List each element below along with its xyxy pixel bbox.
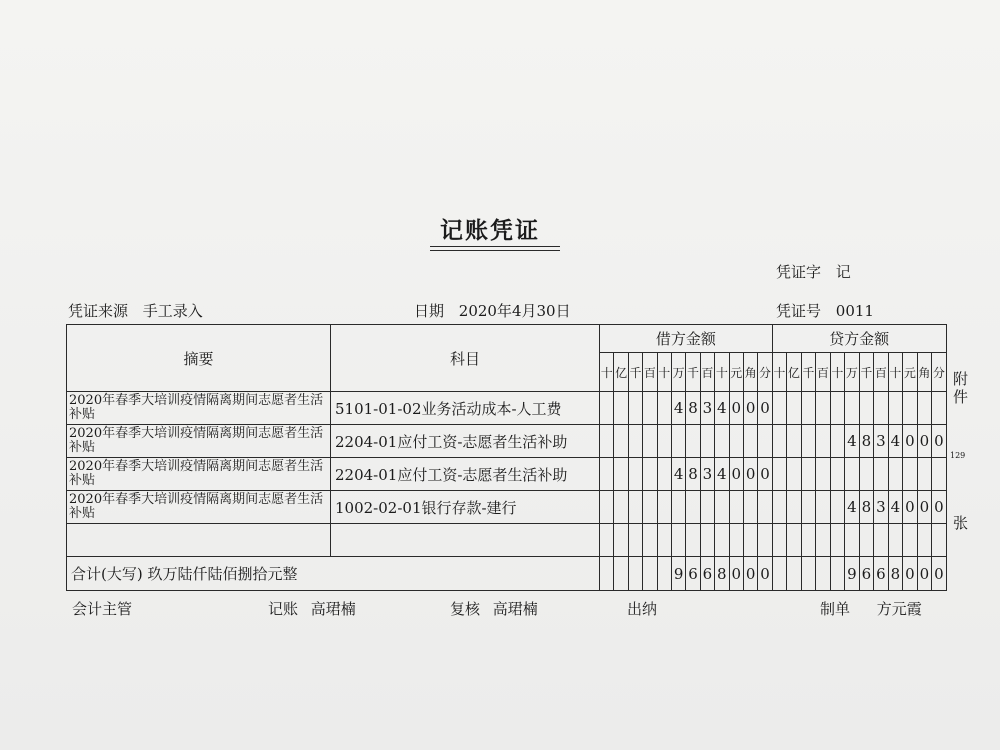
credit-digit <box>845 458 860 491</box>
credit-digit <box>888 524 903 557</box>
debit-digit <box>614 491 628 524</box>
credit-digit <box>874 458 889 491</box>
row-summary: 2020年春季大培训疫情隔离期间志愿者生活补贴 <box>67 392 331 425</box>
voucher-table <box>66 324 947 591</box>
credit-digit-header: 千 <box>801 353 816 392</box>
credit-digit <box>859 392 874 425</box>
total-credit-digit: 0 <box>903 557 918 591</box>
debit-digit-header: 元 <box>729 353 743 392</box>
date-label: 日期 <box>414 302 445 320</box>
debit-digit <box>614 425 628 458</box>
table-row <box>67 491 947 524</box>
total-row <box>67 557 947 591</box>
debit-digit: 0 <box>743 458 757 491</box>
total-debit-digit <box>643 557 657 591</box>
debit-digit <box>643 425 657 458</box>
credit-digit <box>772 491 787 524</box>
debit-digit <box>700 524 714 557</box>
cashier: 出纳 <box>627 600 658 618</box>
debit-digit: 4 <box>671 392 685 425</box>
credit-digit <box>830 458 845 491</box>
debit-digit: 0 <box>758 458 772 491</box>
total-credit-digit: 9 <box>845 557 860 591</box>
debit-digit-header: 十 <box>715 353 729 392</box>
debit-digit <box>628 458 642 491</box>
credit-digit <box>816 425 831 458</box>
total-credit-digit: 6 <box>874 557 889 591</box>
credit-digit-header: 千 <box>859 353 874 392</box>
debit-digit <box>729 425 743 458</box>
credit-digit <box>787 491 802 524</box>
credit-digit <box>816 458 831 491</box>
credit-digit <box>816 524 831 557</box>
debit-digit <box>657 425 671 458</box>
voucher-word-value: 记 <box>835 263 851 281</box>
credit-digit-header: 十 <box>888 353 903 392</box>
credit-digit <box>859 458 874 491</box>
total-credit-digit <box>787 557 802 591</box>
credit-digit-header: 亿 <box>787 353 802 392</box>
total-credit-digit: 0 <box>917 557 932 591</box>
credit-digit: 4 <box>888 491 903 524</box>
credit-digit: 4 <box>845 425 860 458</box>
credit-digit-header: 百 <box>874 353 889 392</box>
row-summary: 2020年春季大培训疫情隔离期间志愿者生活补贴 <box>67 425 331 458</box>
credit-digit <box>801 458 816 491</box>
total-credit-digit: 8 <box>888 557 903 591</box>
credit-digit: 0 <box>932 425 947 458</box>
bookkeeper-label: 记账 <box>268 600 299 618</box>
credit-digit <box>772 458 787 491</box>
debit-digit-header: 角 <box>743 353 757 392</box>
voucher-title: 记账凭证 <box>440 218 540 244</box>
total-debit-digit <box>657 557 671 591</box>
debit-digit <box>686 491 700 524</box>
debit-digit: 3 <box>700 458 714 491</box>
debit-digit <box>729 491 743 524</box>
credit-digit-header: 元 <box>903 353 918 392</box>
debit-digit: 8 <box>686 458 700 491</box>
debit-digit: 3 <box>700 392 714 425</box>
debit-digit <box>600 491 614 524</box>
total-debit-digit <box>628 557 642 591</box>
debit-digit: 4 <box>671 458 685 491</box>
debit-digit <box>671 425 685 458</box>
debit-digit <box>600 458 614 491</box>
debit-digit <box>600 524 614 557</box>
credit-digit-header: 万 <box>845 353 860 392</box>
debit-digit <box>628 524 642 557</box>
debit-digit <box>671 491 685 524</box>
voucher-date <box>414 300 571 321</box>
credit-digit <box>816 491 831 524</box>
credit-digit: 0 <box>903 491 918 524</box>
debit-digit: 0 <box>729 392 743 425</box>
debit-digit <box>643 491 657 524</box>
bookkeeper-name: 高珺楠 <box>310 600 356 618</box>
debit-digit <box>657 458 671 491</box>
credit-digit <box>874 524 889 557</box>
total-debit-digit <box>600 557 614 591</box>
debit-digit <box>715 425 729 458</box>
row-summary: 2020年春季大培训疫情隔离期间志愿者生活补贴 <box>67 458 331 491</box>
debit-digit-header: 百 <box>643 353 657 392</box>
credit-digit-header: 十 <box>830 353 845 392</box>
credit-digit <box>859 524 874 557</box>
preparer-label: 制单 <box>820 600 851 618</box>
total-credit-digit <box>801 557 816 591</box>
credit-digit <box>917 392 932 425</box>
total-debit-digit: 0 <box>743 557 757 591</box>
debit-digit-header: 十 <box>657 353 671 392</box>
credit-digit <box>874 392 889 425</box>
credit-digit: 4 <box>888 425 903 458</box>
debit-digit <box>671 524 685 557</box>
credit-digit: 0 <box>917 491 932 524</box>
credit-digit: 0 <box>903 425 918 458</box>
debit-digit <box>715 491 729 524</box>
credit-digit: 0 <box>932 491 947 524</box>
reviewer-name: 高珺楠 <box>492 600 538 618</box>
voucher-no-value: 0011 <box>835 302 874 320</box>
table-row <box>67 392 947 425</box>
credit-digit <box>801 392 816 425</box>
credit-digit <box>903 392 918 425</box>
debit-digit: 4 <box>715 392 729 425</box>
debit-digit <box>758 425 772 458</box>
total-amount-in-words: 合计(大写) 玖万陆仟陆佰捌拾元整 <box>67 557 600 591</box>
debit-digit <box>743 425 757 458</box>
credit-digit-header: 百 <box>816 353 831 392</box>
attachment-unit: 张 <box>953 514 969 532</box>
row-account: 5101-01-02业务活动成本-人工费 <box>331 392 600 425</box>
debit-digit-header: 亿 <box>614 353 628 392</box>
credit-digit <box>801 524 816 557</box>
summary-header: 摘要 <box>67 325 331 392</box>
debit-digit-header: 万 <box>671 353 685 392</box>
debit-digit <box>614 392 628 425</box>
credit-digit <box>932 458 947 491</box>
title-underline <box>430 246 560 254</box>
debit-digit: 0 <box>743 392 757 425</box>
credit-digit-header: 角 <box>917 353 932 392</box>
debit-digit <box>743 524 757 557</box>
total-debit-digit: 0 <box>758 557 772 591</box>
credit-digit <box>830 425 845 458</box>
debit-digit <box>614 458 628 491</box>
debit-digit-header: 千 <box>686 353 700 392</box>
row-summary <box>67 524 331 557</box>
debit-digit <box>686 524 700 557</box>
row-account: 1002-02-01银行存款-建行 <box>331 491 600 524</box>
credit-digit <box>917 524 932 557</box>
credit-digit <box>932 524 947 557</box>
credit-digit <box>932 392 947 425</box>
credit-digit <box>830 392 845 425</box>
total-credit-digit <box>816 557 831 591</box>
total-debit-digit: 6 <box>700 557 714 591</box>
voucher-source <box>68 300 203 321</box>
credit-digit <box>917 458 932 491</box>
credit-digit <box>903 524 918 557</box>
row-account <box>331 524 600 557</box>
source-value: 手工录入 <box>142 302 203 320</box>
total-credit-digit <box>772 557 787 591</box>
preparer-name: 方元霞 <box>876 600 922 618</box>
credit-digit <box>787 392 802 425</box>
credit-digit <box>845 392 860 425</box>
credit-digit <box>816 392 831 425</box>
debit-digit <box>643 524 657 557</box>
debit-digit-header: 千 <box>628 353 642 392</box>
table-row <box>67 524 947 557</box>
attachment-label <box>953 370 969 406</box>
credit-digit: 4 <box>845 491 860 524</box>
debit-digit <box>600 425 614 458</box>
source-label: 凭证来源 <box>68 302 129 320</box>
debit-digit <box>700 425 714 458</box>
bookkeeper <box>268 598 356 619</box>
debit-digit-header: 十 <box>600 353 614 392</box>
accounting-supervisor: 会计主管 <box>72 600 133 618</box>
credit-digit <box>830 524 845 557</box>
voucher-no-label: 凭证号 <box>776 302 822 320</box>
debit-digit <box>657 524 671 557</box>
voucher-word-label: 凭证字 <box>776 263 822 281</box>
debit-digit <box>600 392 614 425</box>
debit-digit <box>758 524 772 557</box>
debit-digit <box>700 491 714 524</box>
total-credit-digit: 0 <box>932 557 947 591</box>
credit-digit: 3 <box>874 491 889 524</box>
credit-digit <box>888 458 903 491</box>
debit-digit <box>628 392 642 425</box>
credit-digit <box>845 524 860 557</box>
total-debit-digit: 6 <box>686 557 700 591</box>
row-summary: 2020年春季大培训疫情隔离期间志愿者生活补贴 <box>67 491 331 524</box>
reviewer-label: 复核 <box>450 600 481 618</box>
debit-digit <box>628 491 642 524</box>
debit-digit <box>686 425 700 458</box>
debit-digit <box>743 491 757 524</box>
attachment-label-text: 附件 <box>953 370 969 406</box>
debit-digit <box>628 425 642 458</box>
debit-digit <box>715 524 729 557</box>
total-debit-digit: 0 <box>729 557 743 591</box>
credit-digit: 0 <box>917 425 932 458</box>
total-debit-digit <box>614 557 628 591</box>
total-credit-digit: 6 <box>859 557 874 591</box>
credit-digit <box>801 425 816 458</box>
voucher-word <box>776 261 851 282</box>
debit-digit: 4 <box>715 458 729 491</box>
credit-digit: 3 <box>874 425 889 458</box>
debit-digit: 0 <box>758 392 772 425</box>
total-debit-digit: 8 <box>715 557 729 591</box>
debit-digit <box>729 524 743 557</box>
credit-digit <box>801 491 816 524</box>
credit-digit-header: 十 <box>772 353 787 392</box>
credit-digit-header: 分 <box>932 353 947 392</box>
credit-digit: 8 <box>859 491 874 524</box>
credit-digit <box>903 458 918 491</box>
preparer <box>820 598 922 619</box>
debit-digit <box>643 392 657 425</box>
debit-digit <box>643 458 657 491</box>
account-header: 科目 <box>331 325 600 392</box>
total-credit-digit <box>830 557 845 591</box>
debit-header: 借方金额 <box>600 325 773 353</box>
debit-digit: 0 <box>729 458 743 491</box>
credit-digit <box>787 524 802 557</box>
credit-digit: 8 <box>859 425 874 458</box>
debit-digit <box>758 491 772 524</box>
table-row <box>67 458 947 491</box>
credit-digit <box>772 425 787 458</box>
debit-digit: 8 <box>686 392 700 425</box>
credit-digit <box>830 491 845 524</box>
date-value: 2020年4月30日 <box>458 302 571 320</box>
credit-digit <box>888 392 903 425</box>
total-debit-digit: 9 <box>671 557 685 591</box>
table-row <box>67 425 947 458</box>
debit-digit <box>614 524 628 557</box>
debit-digit <box>657 491 671 524</box>
attachment-count: 129 <box>950 451 966 460</box>
credit-digit <box>787 458 802 491</box>
voucher-number <box>776 300 874 321</box>
credit-digit <box>787 425 802 458</box>
credit-digit <box>772 392 787 425</box>
row-account: 2204-01应付工资-志愿者生活补助 <box>331 425 600 458</box>
credit-header: 贷方金额 <box>772 325 946 353</box>
debit-digit-header: 分 <box>758 353 772 392</box>
credit-digit <box>772 524 787 557</box>
debit-digit <box>657 392 671 425</box>
debit-digit-header: 百 <box>700 353 714 392</box>
reviewer <box>450 598 538 619</box>
row-account: 2204-01应付工资-志愿者生活补助 <box>331 458 600 491</box>
